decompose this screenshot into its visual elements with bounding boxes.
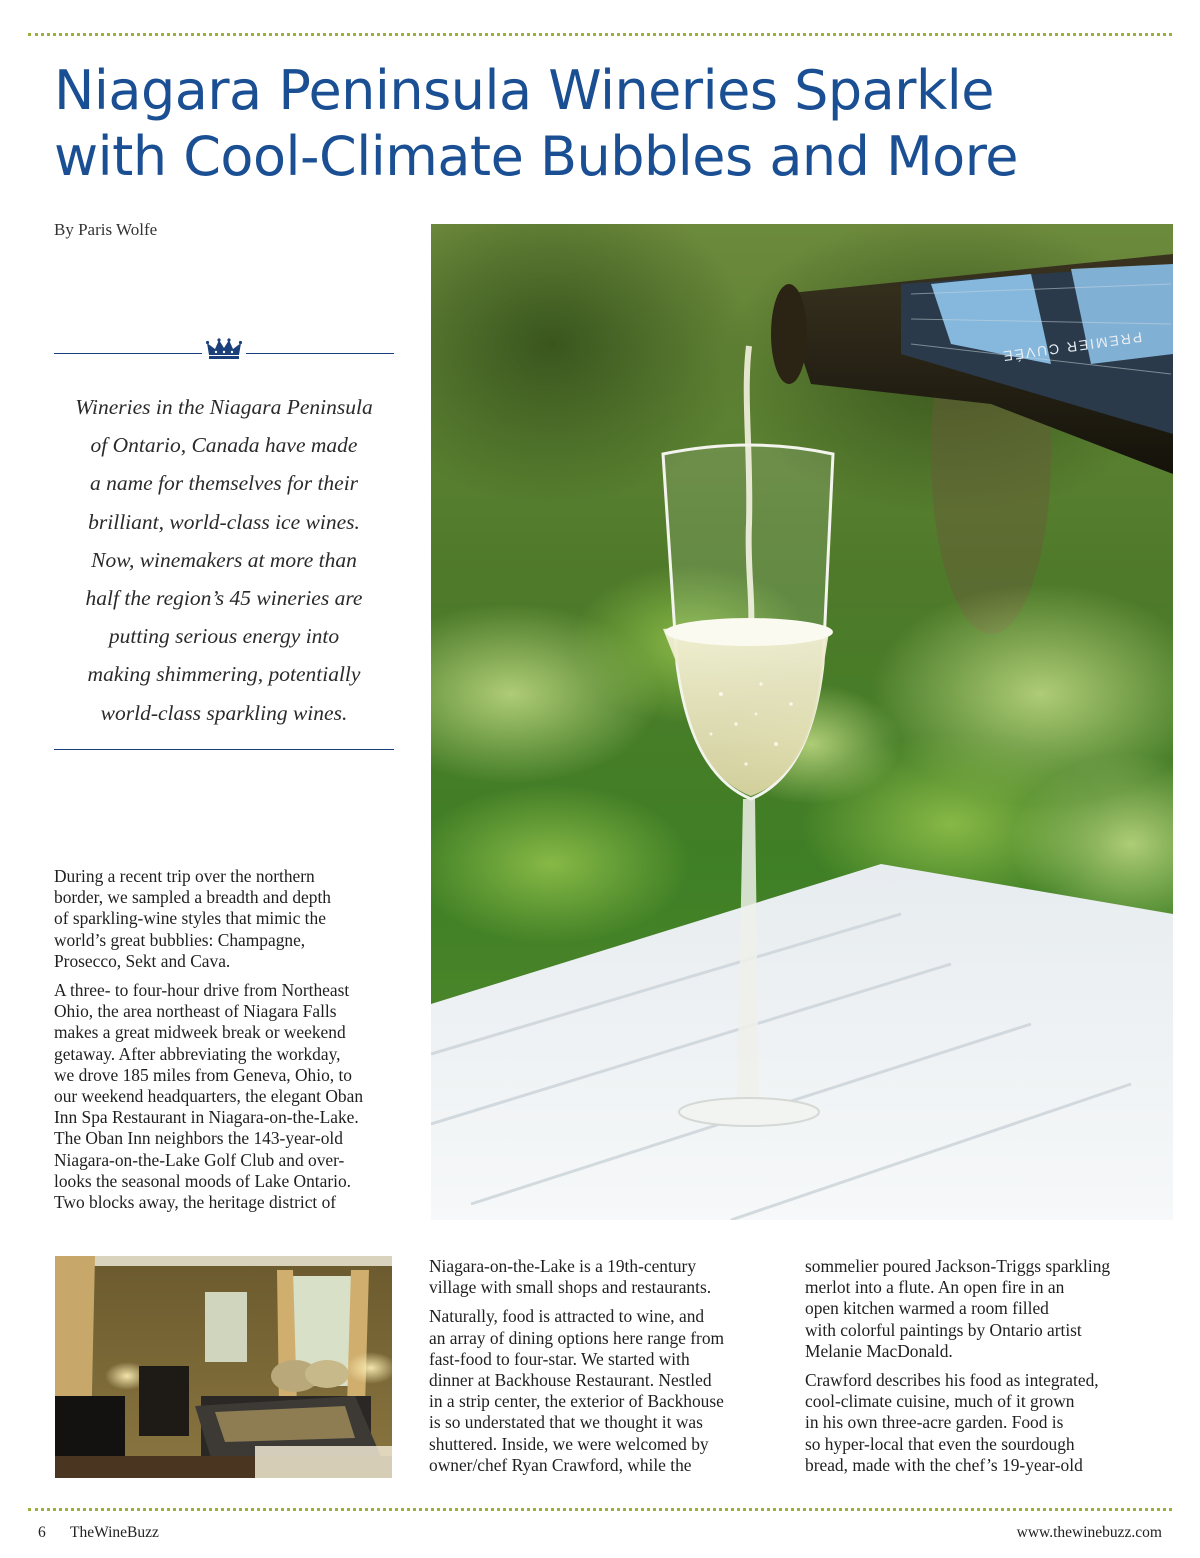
headline-line-1: Niagara Peninsula Wineries Sparkle <box>54 59 994 122</box>
text-line: cool-climate cuisine, much of it grown <box>805 1391 1075 1412</box>
text-line: of sparkling-wine styles that mimic the <box>54 908 326 929</box>
text-line: looks the seasonal moods of Lake Ontario. <box>54 1170 352 1191</box>
text-line: owner/chef Ryan Crawford, while the <box>429 1454 692 1475</box>
hotel-room-illustration <box>55 1256 392 1478</box>
website-url[interactable]: www.thewinebuzz.com <box>1016 1524 1162 1541</box>
text-line: open kitchen warmed a room filled <box>805 1298 1049 1319</box>
text-line: merlot into a flute. An open fire in an <box>805 1277 1065 1298</box>
pull-quote-line: Now, winemakers at more than <box>91 547 357 572</box>
pull-quote-line: Wineries in the Niagara Peninsula <box>75 395 373 419</box>
text-line: Prosecco, Sekt and Cava. <box>54 950 231 971</box>
publication-name: TheWineBuzz <box>70 1524 159 1541</box>
text-line: The Oban Inn neighbors the 143-year-old <box>54 1128 343 1149</box>
pull-quote-line: a name for themselves for their <box>89 471 359 496</box>
pull-quote-line: of Ontario, Canada have made <box>90 433 358 458</box>
pull-quote-line: making shimmering, potentially <box>87 662 361 687</box>
text-line: village with small shops and restaurants. <box>429 1277 712 1298</box>
text-line: shuttered. Inside, we were welcomed by <box>429 1433 709 1454</box>
text-line: our weekend headquarters, the elegant Oban <box>54 1086 364 1107</box>
text-line: getaway. After abbreviating the workday, <box>54 1043 341 1064</box>
text-line: Inn Spa Restaurant in Niagara-on-the-Lake. <box>54 1107 359 1128</box>
pull-quote-line: world-class sparkling wines. <box>100 700 348 725</box>
paragraph <box>54 980 399 1213</box>
crown-icon <box>206 338 242 360</box>
text-line: world’s great bubblies: Champagne, <box>54 929 306 950</box>
top-dotted-rule <box>28 33 1172 36</box>
paragraph <box>54 866 399 972</box>
text-line: sommelier poured Jackson-Triggs sparkling <box>805 1256 1111 1276</box>
paragraph <box>805 1370 1155 1476</box>
pull-quote <box>54 388 394 732</box>
text-line: bread, made with the chef’s 19-year-old <box>805 1454 1083 1475</box>
paragraph <box>429 1306 779 1476</box>
text-line: so hyper-local that even the sourdough <box>805 1433 1075 1454</box>
pullquote-bottom-rule <box>54 749 394 750</box>
paragraph <box>429 1256 779 1298</box>
text-line: Niagara-on-the-Lake is a 19th-century <box>429 1256 697 1276</box>
text-line: Crawford describes his food as integrated, <box>805 1370 1099 1391</box>
hotel-room-photo <box>55 1256 392 1478</box>
pull-quote-line: half the region’s 45 wineries are <box>85 586 363 611</box>
text-line: with colorful paintings by Ontario artist <box>805 1319 1082 1340</box>
paragraph <box>805 1256 1155 1362</box>
text-line: Melanie MacDonald. <box>805 1340 953 1361</box>
headline-line-2: with Cool-Climate Bubbles and More <box>54 125 1018 188</box>
pullquote-top-rule-right <box>246 353 394 354</box>
text-line: we drove 185 miles from Geneva, Ohio, to <box>54 1064 352 1085</box>
byline: By Paris Wolfe <box>54 220 158 239</box>
text-line: Niagara-on-the-Lake Golf Club and over- <box>54 1149 345 1170</box>
page-number: 6 <box>38 1524 46 1541</box>
body-column-2 <box>429 1256 779 1484</box>
body-column-3 <box>805 1256 1155 1484</box>
text-line: is so understated that we thought it was <box>429 1412 703 1433</box>
text-line: Ohio, the area northeast of Niagara Falls <box>54 1001 337 1022</box>
text-line: border, we sampled a breadth and depth <box>54 887 331 908</box>
main-photo-champagne-pour <box>431 224 1173 1220</box>
champagne-illustration <box>431 224 1173 1220</box>
text-line: an array of dining options here range from <box>429 1327 725 1348</box>
text-line: makes a great midweek break or weekend <box>54 1022 346 1043</box>
pullquote-top-rule-left <box>54 353 202 354</box>
article-headline <box>54 58 1174 190</box>
pull-quote-line: brilliant, world-class ice wines. <box>88 509 360 534</box>
text-line: Two blocks away, the heritage district of <box>54 1192 337 1213</box>
text-line: dinner at Backhouse Restaurant. Nestled <box>429 1370 712 1391</box>
body-column-1 <box>54 866 399 1221</box>
text-line: fast-food to four-star. We started with <box>429 1348 690 1369</box>
text-line: Naturally, food is attracted to wine, and <box>429 1306 705 1327</box>
bottom-dotted-rule <box>28 1508 1172 1511</box>
bottle-label-text: PREMIER CUVÉE <box>1000 329 1144 365</box>
pull-quote-line: putting serious energy into <box>108 624 340 649</box>
text-line: in his own three-acre garden. Food is <box>805 1412 1064 1433</box>
text-line: A three- to four-hour drive from Northeast <box>54 980 350 1001</box>
text-line: During a recent trip over the northern <box>54 866 315 886</box>
text-line: in a strip center, the exterior of Backhouse <box>429 1391 724 1412</box>
